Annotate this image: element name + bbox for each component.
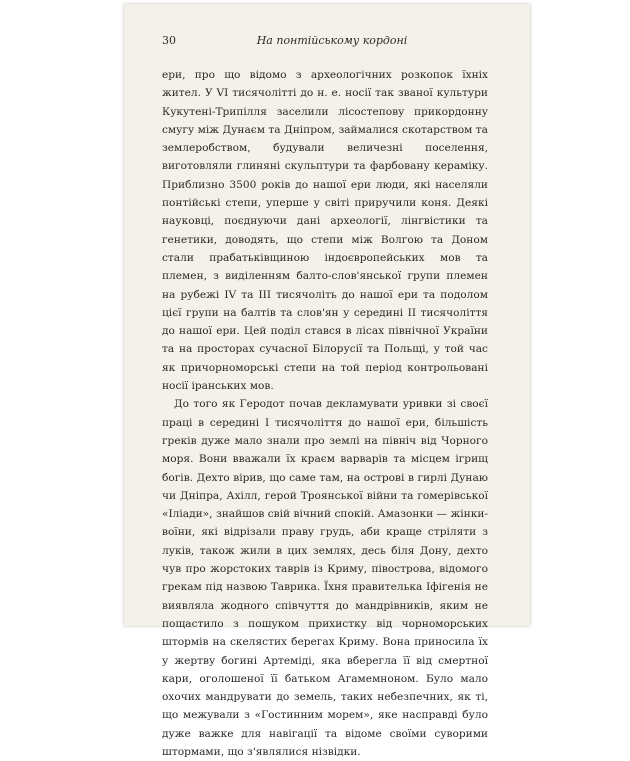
paragraph: До того як Геродот почав декламувати уривки зі своєї праці в середині I тисячоліття до нашої ери, більшість греків дуже мало знали про землі на північ від Чорного моря. Вони вважали їх краєм варварів та місцем ігрищ богів. Дехто вірив, що саме там, на острові в гирлі Дунаю чи Дніпра, Ахілл, герой Троянської війни та гомерівської «Іліади», знайшов свій вічний спокій. Амазонки — жінки-воїни, які відрізали праву грудь, аби краще стріляти з луків, також жили в цих землях, десь біля Дону, дехто чув про жорстоких таврів із Криму, півострова, відомого грекам під назвою Таврика. Їхня правителька Іфігенія не виявляла жодного співчуття до мандрівників, яким не пощастило з пошуком прихистку від чорноморських штормів на скелястих берегах Криму. Вона приносила їх у жертву богині Артеміді, яка вберегла її від смертної кари, оголошеної її батьком Агамемноном. Було мало охочих мандрувати до земель, таких небезпечних, як ті, що межували з «Гостинним морем», яке насправді було дуже важке для навігації та відоме своїми суворими штормами, що з'являлися нізвідки. [162, 398, 488, 758]
book-page [124, 4, 530, 758]
paragraph: ери, про що відомо з археологічних розкопок їхніх жител. У VI тисячолітті до н. е. носії так званої культури Кукутені-Трипілля заселили лісостепову прикордонну смугу між Дунаєм та Дніпром, займалися скотарством та землеробством, будували величезні поселення, виготовляли глиняні скульптури та фарбовану кераміку. Приблизно 3500 років до нашої ери люди, які населяли понтійські степи, уперше у світі приручили коня. Деякі науковці, поєднуючи дані археології, лінгвістики та генетики, доводять, що степи між Волгою та Доном стали прабатьківщиною індоєвропейських мов та племен, з виділенням балто-слов'янської групи племен на рубежі IV та III тисячоліть до нашої ери та подолом цієї групи на балтів та слов'ян у середині II тисячоліття до нашої ери. Цей поділ стався в лісах північної України та на просторах сучасної Білорусії та Польщі, у той час як причорноморські степи на той період контрольовані носії іранських мов. [162, 69, 488, 393]
page-number: 30 [162, 34, 176, 47]
page-header [162, 34, 492, 48]
running-title: На понтійському кордоні [256, 34, 408, 47]
body-text [162, 66, 488, 761]
